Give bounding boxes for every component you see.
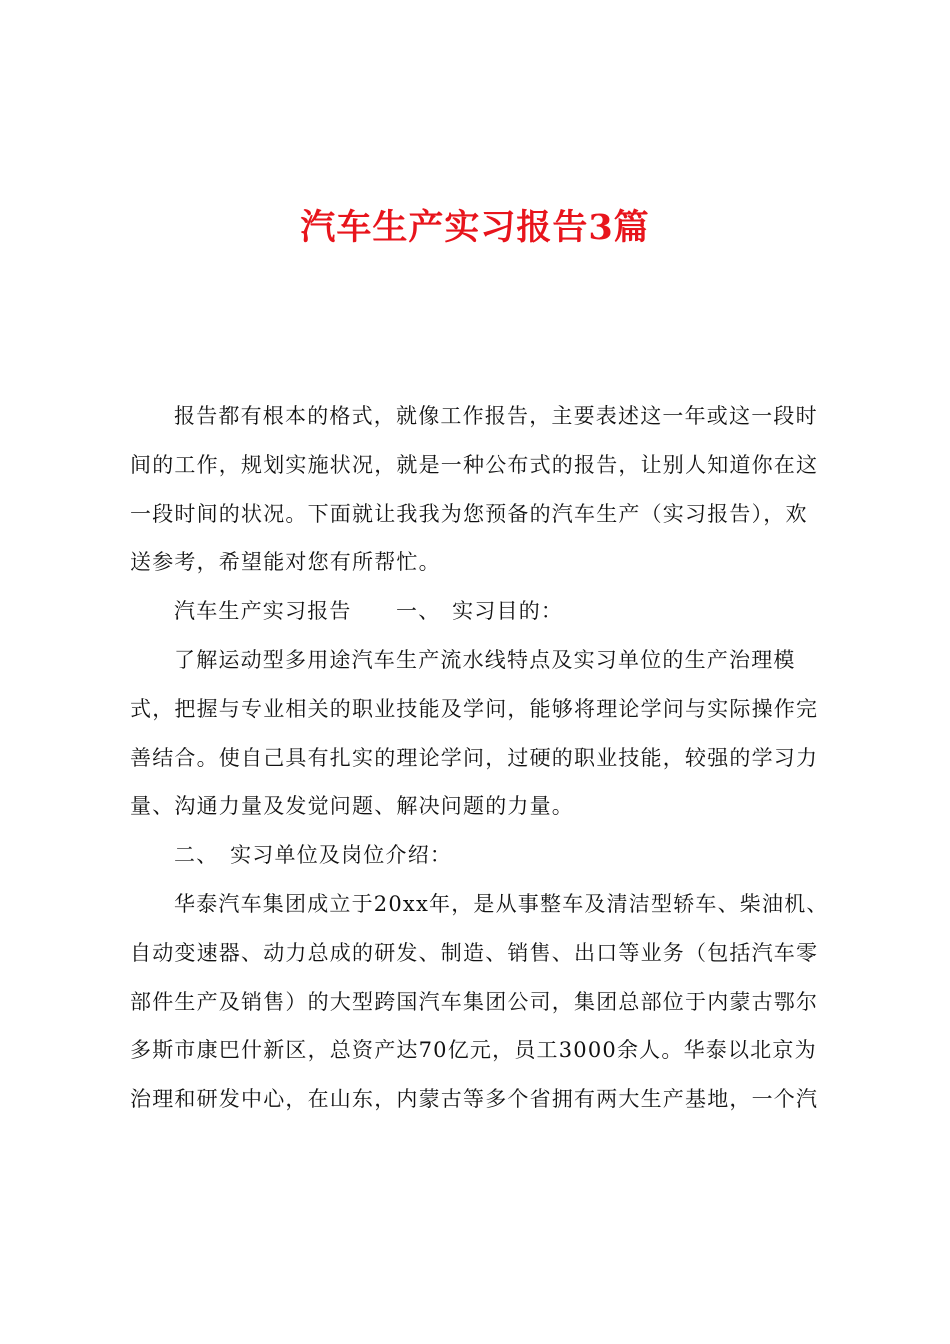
paragraph-line: 部件生产及销售）的大型跨国汽车集团公司，集团总部位于内蒙古鄂尔 [130,989,819,1014]
paragraph-line: 报告都有根本的格式，就像工作报告，主要表述这一年或这一段时 [174,404,818,428]
paragraph-line: 华泰汽车集团成立于20xx年，是从事整车及清洁型轿车、柴油机、 [174,891,829,916]
paragraph-line: 治理和研发中心，在山东，内蒙古等多个省拥有两大生产基地，一个汽 [130,1087,819,1112]
paragraph-line: 多斯市康巴什新区，总资产达70亿元，员工3000余人。华泰以北京为 [130,1038,817,1063]
document-body [130,392,830,1124]
paragraph-line: 了解运动型多用途汽车生产流水线特点及实习单位的生产治理模 [174,647,796,672]
paragraph-line: 善结合。使自己具有扎实的理论学问，过硬的职业技能，较强的学习力 [130,745,819,770]
section-heading-line: 汽车生产实习报告 一、 实习目的： [174,599,564,624]
paragraph-line: 量、沟通力量及发觉问题、解决问题的力量。 [130,794,574,819]
paragraph-line: 式，把握与专业相关的职业技能及学问，能够将理论学问与实际操作完 [130,696,819,721]
paragraph-line: 送参考，希望能对您有所帮忙。 [130,550,441,575]
paragraph-line: 自动变速器、动力总成的研发、制造、销售、出口等业务（包括汽车零 [130,940,819,965]
document-title: 汽车生产实习报告3篇 [300,207,650,248]
paragraph-line: 一段时间的状况。下面就让我我为您预备的汽车生产（实习报告），欢 [130,501,808,526]
section-heading-line: 二、 实习单位及岗位介绍： [174,843,453,868]
paragraph-line: 间的工作，规划实施状况，就是一种公布式的报告，让别人知道你在这 [130,452,819,477]
